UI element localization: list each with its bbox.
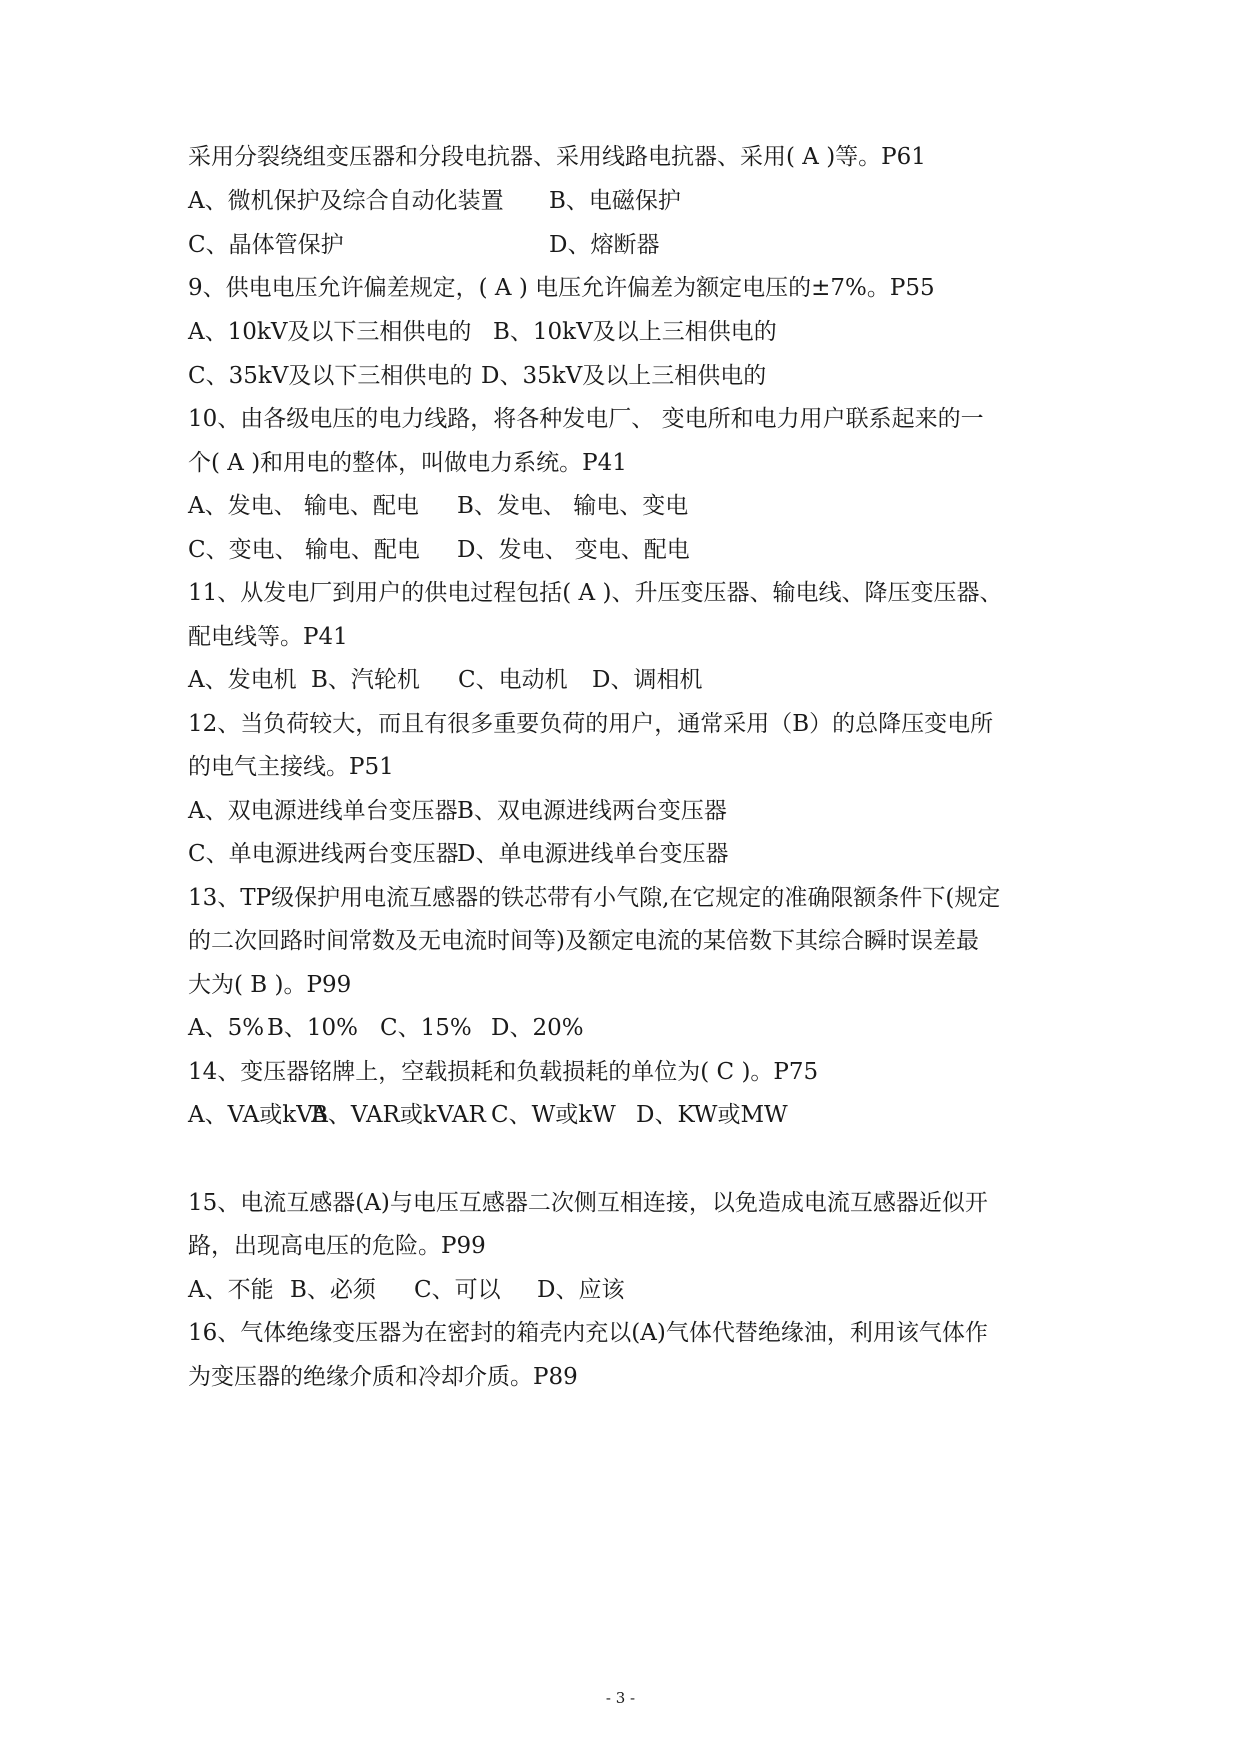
question-13-line-2: 的二次回路时间常数及无电流时间等)及额定电流的某倍数下其综合瞬时误差最 bbox=[188, 928, 979, 954]
option-b: B、双电源进线两台变压器 bbox=[457, 798, 727, 824]
question-14: 14、变压器铭牌上，空载损耗和负载损耗的单位为( C )。P75 bbox=[188, 1059, 819, 1085]
question-15: 15、电流互感器(A)与电压互感器二次侧互相连接，以免造成电流互感器近似开 bbox=[188, 1190, 988, 1216]
option-b: B、10kV及以上三相供电的 bbox=[493, 319, 777, 345]
option-d: D、发电、 变电、配电 bbox=[457, 537, 690, 563]
option-b: B、发电、 输电、变电 bbox=[457, 493, 689, 519]
option-c: C、35kV及以下三相供电的 bbox=[188, 363, 473, 389]
option-a: A、发电机 bbox=[188, 667, 297, 693]
option-a: A、微机保护及综合自动化装置 bbox=[188, 188, 504, 214]
option-b: B、必须 bbox=[290, 1277, 376, 1303]
option-b: B、电磁保护 bbox=[549, 188, 681, 214]
question-16-line-2: 为变压器的绝缘介质和冷却介质。P89 bbox=[188, 1364, 578, 1390]
option-a: A、5% bbox=[188, 1015, 265, 1041]
option-c: C、15% bbox=[380, 1015, 472, 1041]
option-d: D、熔断器 bbox=[549, 232, 660, 258]
question-11-line-2: 配电线等。P41 bbox=[188, 624, 348, 650]
question-16: 16、气体绝缘变压器为在密封的箱壳内充以(A)气体代替绝缘油，利用该气体作 bbox=[188, 1320, 988, 1346]
question-13-line-3: 大为( B )。P99 bbox=[188, 972, 352, 998]
option-d: D、20% bbox=[491, 1015, 584, 1041]
question-15-line-2: 路，出现高电压的危险。P99 bbox=[188, 1233, 486, 1259]
option-b: B、汽轮机 bbox=[311, 667, 420, 693]
option-d: D、应该 bbox=[537, 1277, 625, 1303]
option-a: A、VA或kVA bbox=[188, 1102, 328, 1128]
option-d: D、单电源进线单台变压器 bbox=[457, 841, 729, 867]
page-number: - 3 - bbox=[605, 1689, 636, 1707]
option-c: C、变电、 输电、配电 bbox=[188, 537, 420, 563]
option-a: A、发电、 输电、配电 bbox=[188, 493, 419, 519]
option-c: C、电动机 bbox=[458, 667, 568, 693]
option-a: A、10kV及以下三相供电的 bbox=[188, 319, 472, 345]
question-9: 9、供电电压允许偏差规定，( A ) 电压允许偏差为额定电压的±7%。P55 bbox=[188, 275, 935, 301]
option-d: D、KW或MW bbox=[636, 1102, 788, 1128]
option-c: C、单电源进线两台变压器 bbox=[188, 841, 459, 867]
option-d: D、调相机 bbox=[592, 667, 703, 693]
option-b: B、VAR或kVAR bbox=[311, 1102, 486, 1128]
question-8-continuation: 采用分裂绕组变压器和分段电抗器、采用线路电抗器、采用( A )等。P61 bbox=[188, 144, 926, 170]
question-12-line-2: 的电气主接线。P51 bbox=[188, 754, 394, 780]
question-12: 12、当负荷较大，而且有很多重要负荷的用户，通常采用（B）的总降压变电所 bbox=[188, 711, 994, 737]
option-c: C、晶体管保护 bbox=[188, 232, 344, 258]
option-a: A、不能 bbox=[188, 1277, 274, 1303]
option-c: C、W或kW bbox=[491, 1102, 616, 1128]
question-13: 13、TP级保护用电流互感器的铁芯带有小气隙,在它规定的准确限额条件下(规定 bbox=[188, 885, 1001, 911]
option-a: A、双电源进线单台变压器 bbox=[188, 798, 458, 824]
option-b: B、10% bbox=[267, 1015, 359, 1041]
question-11: 11、从发电厂到用户的供电过程包括( A )、升压变压器、输电线、降压变压器、 bbox=[188, 580, 1003, 606]
question-10-line-2: 个( A )和用电的整体，叫做电力系统。P41 bbox=[188, 450, 627, 476]
option-d: D、35kV及以上三相供电的 bbox=[481, 363, 767, 389]
question-10: 10、由各级电压的电力线路，将各种发电厂、 变电所和电力用户联系起来的一 bbox=[188, 406, 984, 432]
option-c: C、可以 bbox=[414, 1277, 501, 1303]
